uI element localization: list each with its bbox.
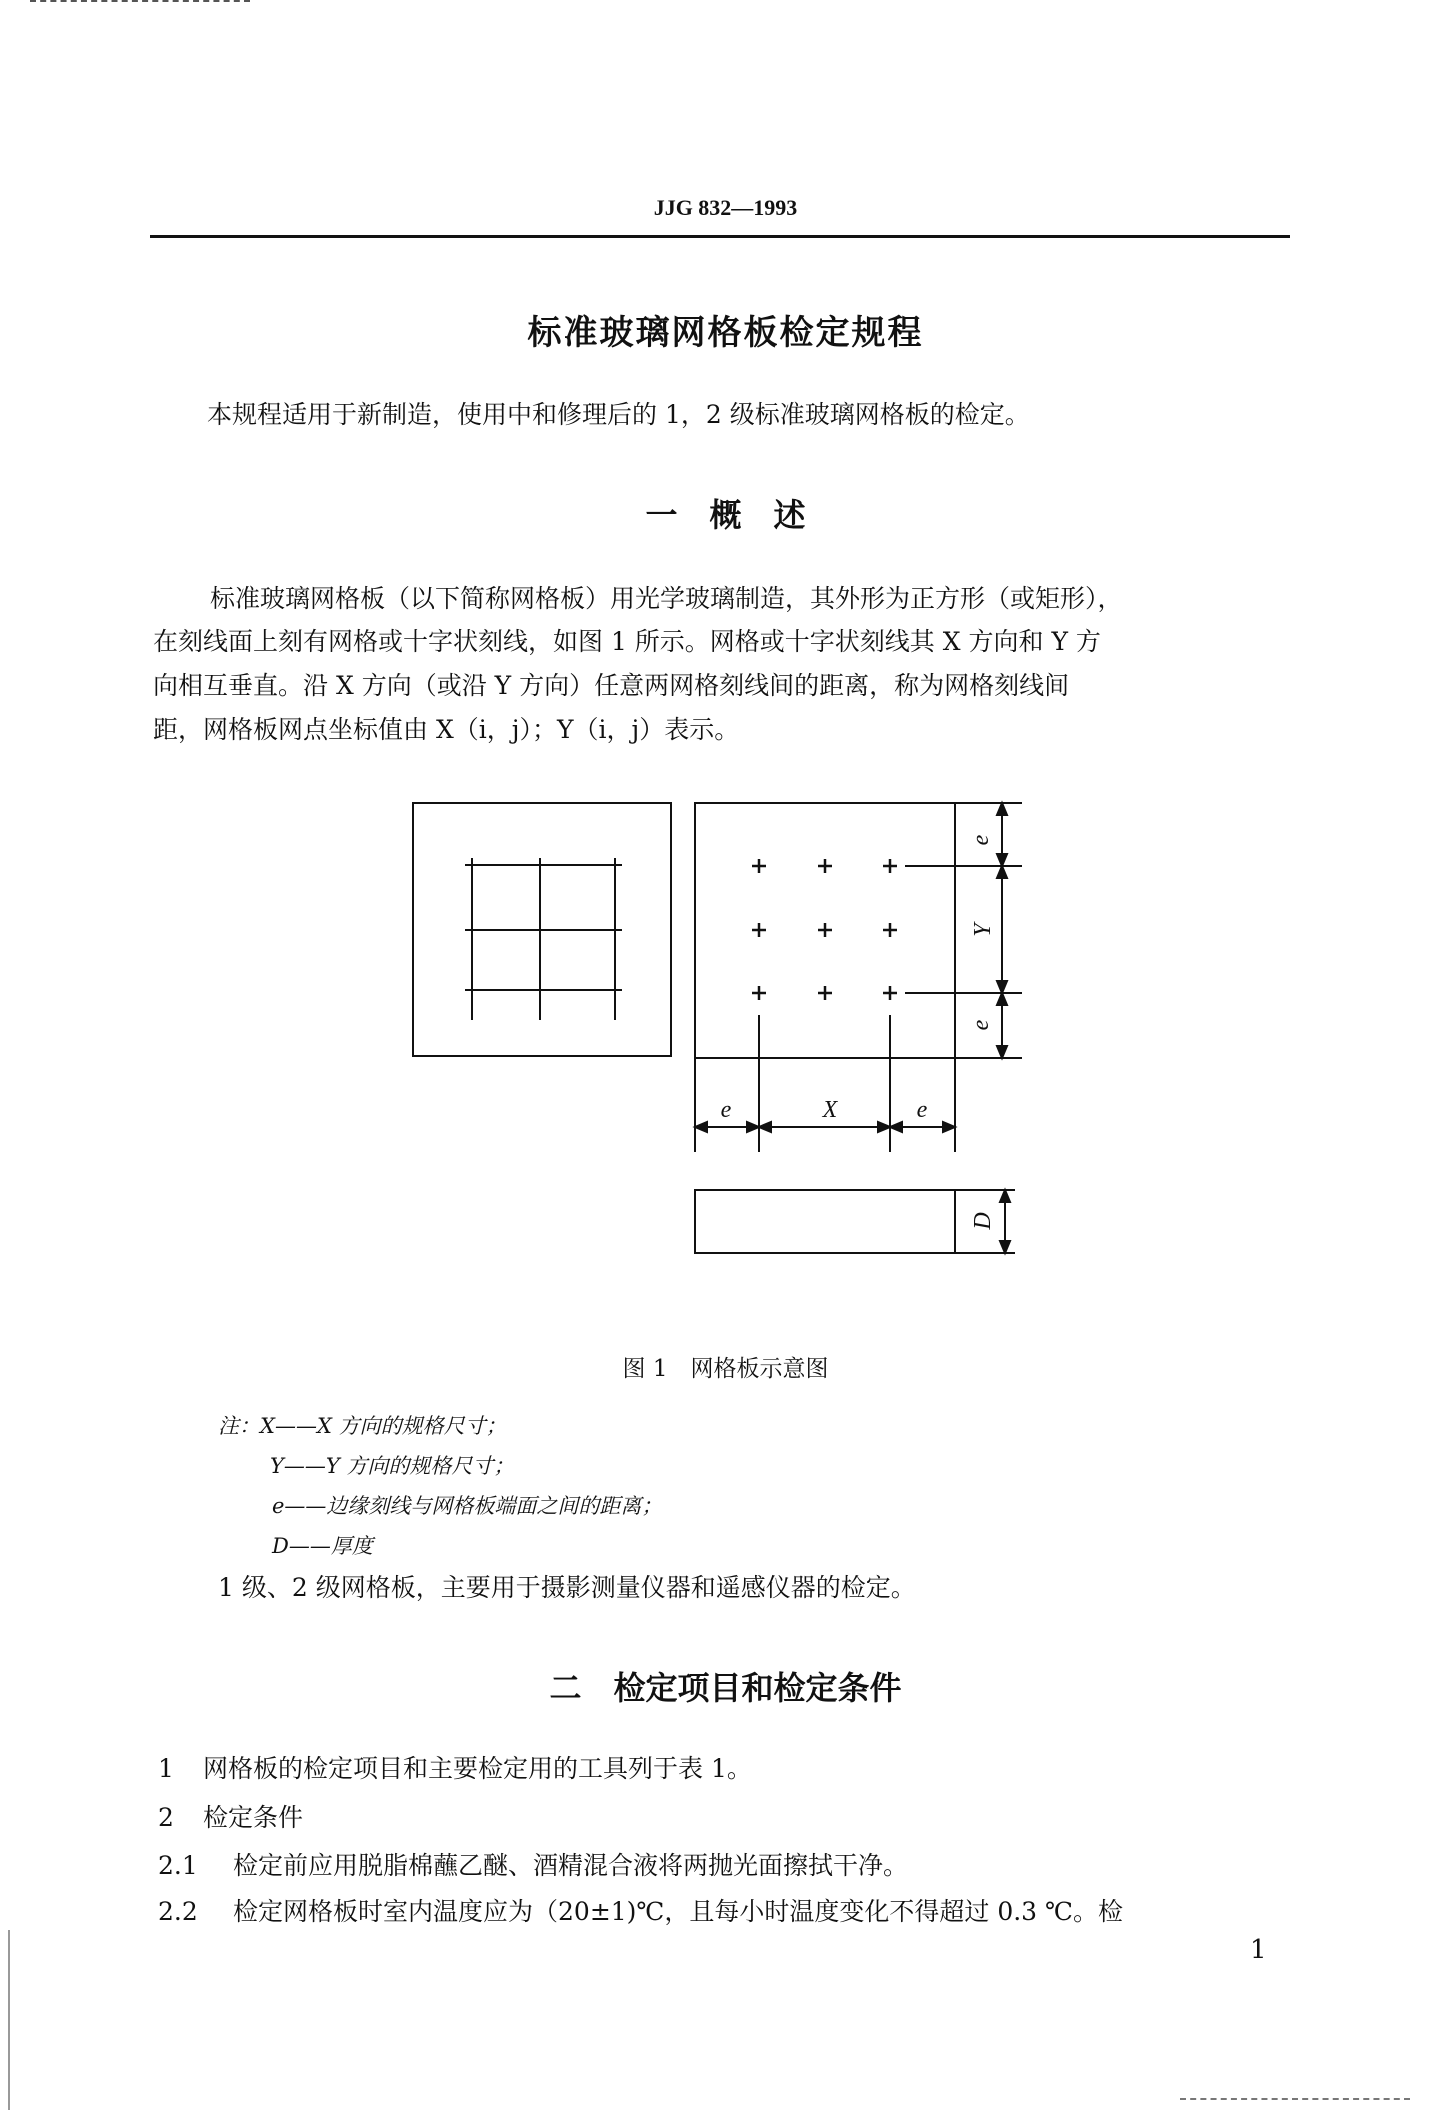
grid-lines [465,858,622,1020]
dim-label-d: D [970,1212,996,1230]
section-1-heading: 一 概 述 [645,496,806,534]
section-2-heading: 二 检定项目和检定条件 [549,1669,902,1707]
dim-label-y: Y [970,923,996,937]
cross-marks [752,859,897,1000]
intro-paragraph: 本规程适用于新制造，使用中和修理后的 1，2 级标准玻璃网格板的检定。 [207,400,1030,429]
scan-artifact-left [8,1930,10,2110]
section-1-line-1: 标准玻璃网格板（以下简称网格板）用光学玻璃制造，其外形为正方形（或矩形）， [210,584,1123,613]
item-2-2-number: 2.2 [158,1897,198,1926]
side-view [695,1190,1015,1253]
scan-artifact-bottom [1180,2098,1410,2100]
item-2-text: 检定条件 [203,1803,304,1832]
usage-paragraph: 1 级、2 级网格板，主要用于摄影测量仪器和遥感仪器的检定。 [218,1573,916,1602]
item-1-text: 网格板的检定项目和主要检定用的工具列于表 1。 [203,1754,752,1783]
horizontal-dimension [695,1015,955,1152]
item-1-number: 1 [158,1754,174,1783]
dim-label-x: X [822,1097,838,1123]
note-x: 注：X——X 方向的规格尺寸； [218,1414,507,1438]
figure-1-caption: 图 1 网格板示意图 [622,1356,829,1382]
dim-label-e-bottom: e [968,1019,994,1031]
section-1-line-2: 在刻线面上刻有网格或十字状刻线，如图 1 所示。网格或十字状刻线其 X 方向和 Y 方 [153,627,1101,656]
standard-code: JJG 832—1993 [653,195,798,220]
item-2-1-number: 2.1 [158,1851,198,1880]
section-1-line-3: 向相互垂直。沿 X 方向（或沿 Y 方向）任意两网格刻线间的距离，称为网格刻线间 [153,671,1070,700]
page-number: 1 [1250,1935,1267,1965]
vertical-dimension [905,803,1022,1058]
note-d: D——厚度 [272,1534,373,1558]
dim-label-e-top: e [968,834,994,846]
note-e: e——边缘刻线与网格板端面之间的距离； [272,1494,663,1518]
document-title: 标准玻璃网格板检定规程 [527,313,924,353]
dim-label-e-right: e [916,1097,928,1123]
note-y: Y——Y 方向的规格尺寸； [270,1454,515,1478]
item-2-1-text: 检定前应用脱脂棉蘸乙醚、酒精混合液将两抛光面擦拭干净。 [233,1851,909,1880]
section-1-line-4: 距，网格板网点坐标值由 X（i，j）；Y（i，j）表示。 [153,715,740,744]
dim-label-e-left: e [720,1097,732,1123]
item-2-number: 2 [158,1803,174,1832]
item-2-2-text: 检定网格板时室内温度应为（20±1)℃，且每小时温度变化不得超过 0.3 ℃。检 [233,1897,1124,1926]
